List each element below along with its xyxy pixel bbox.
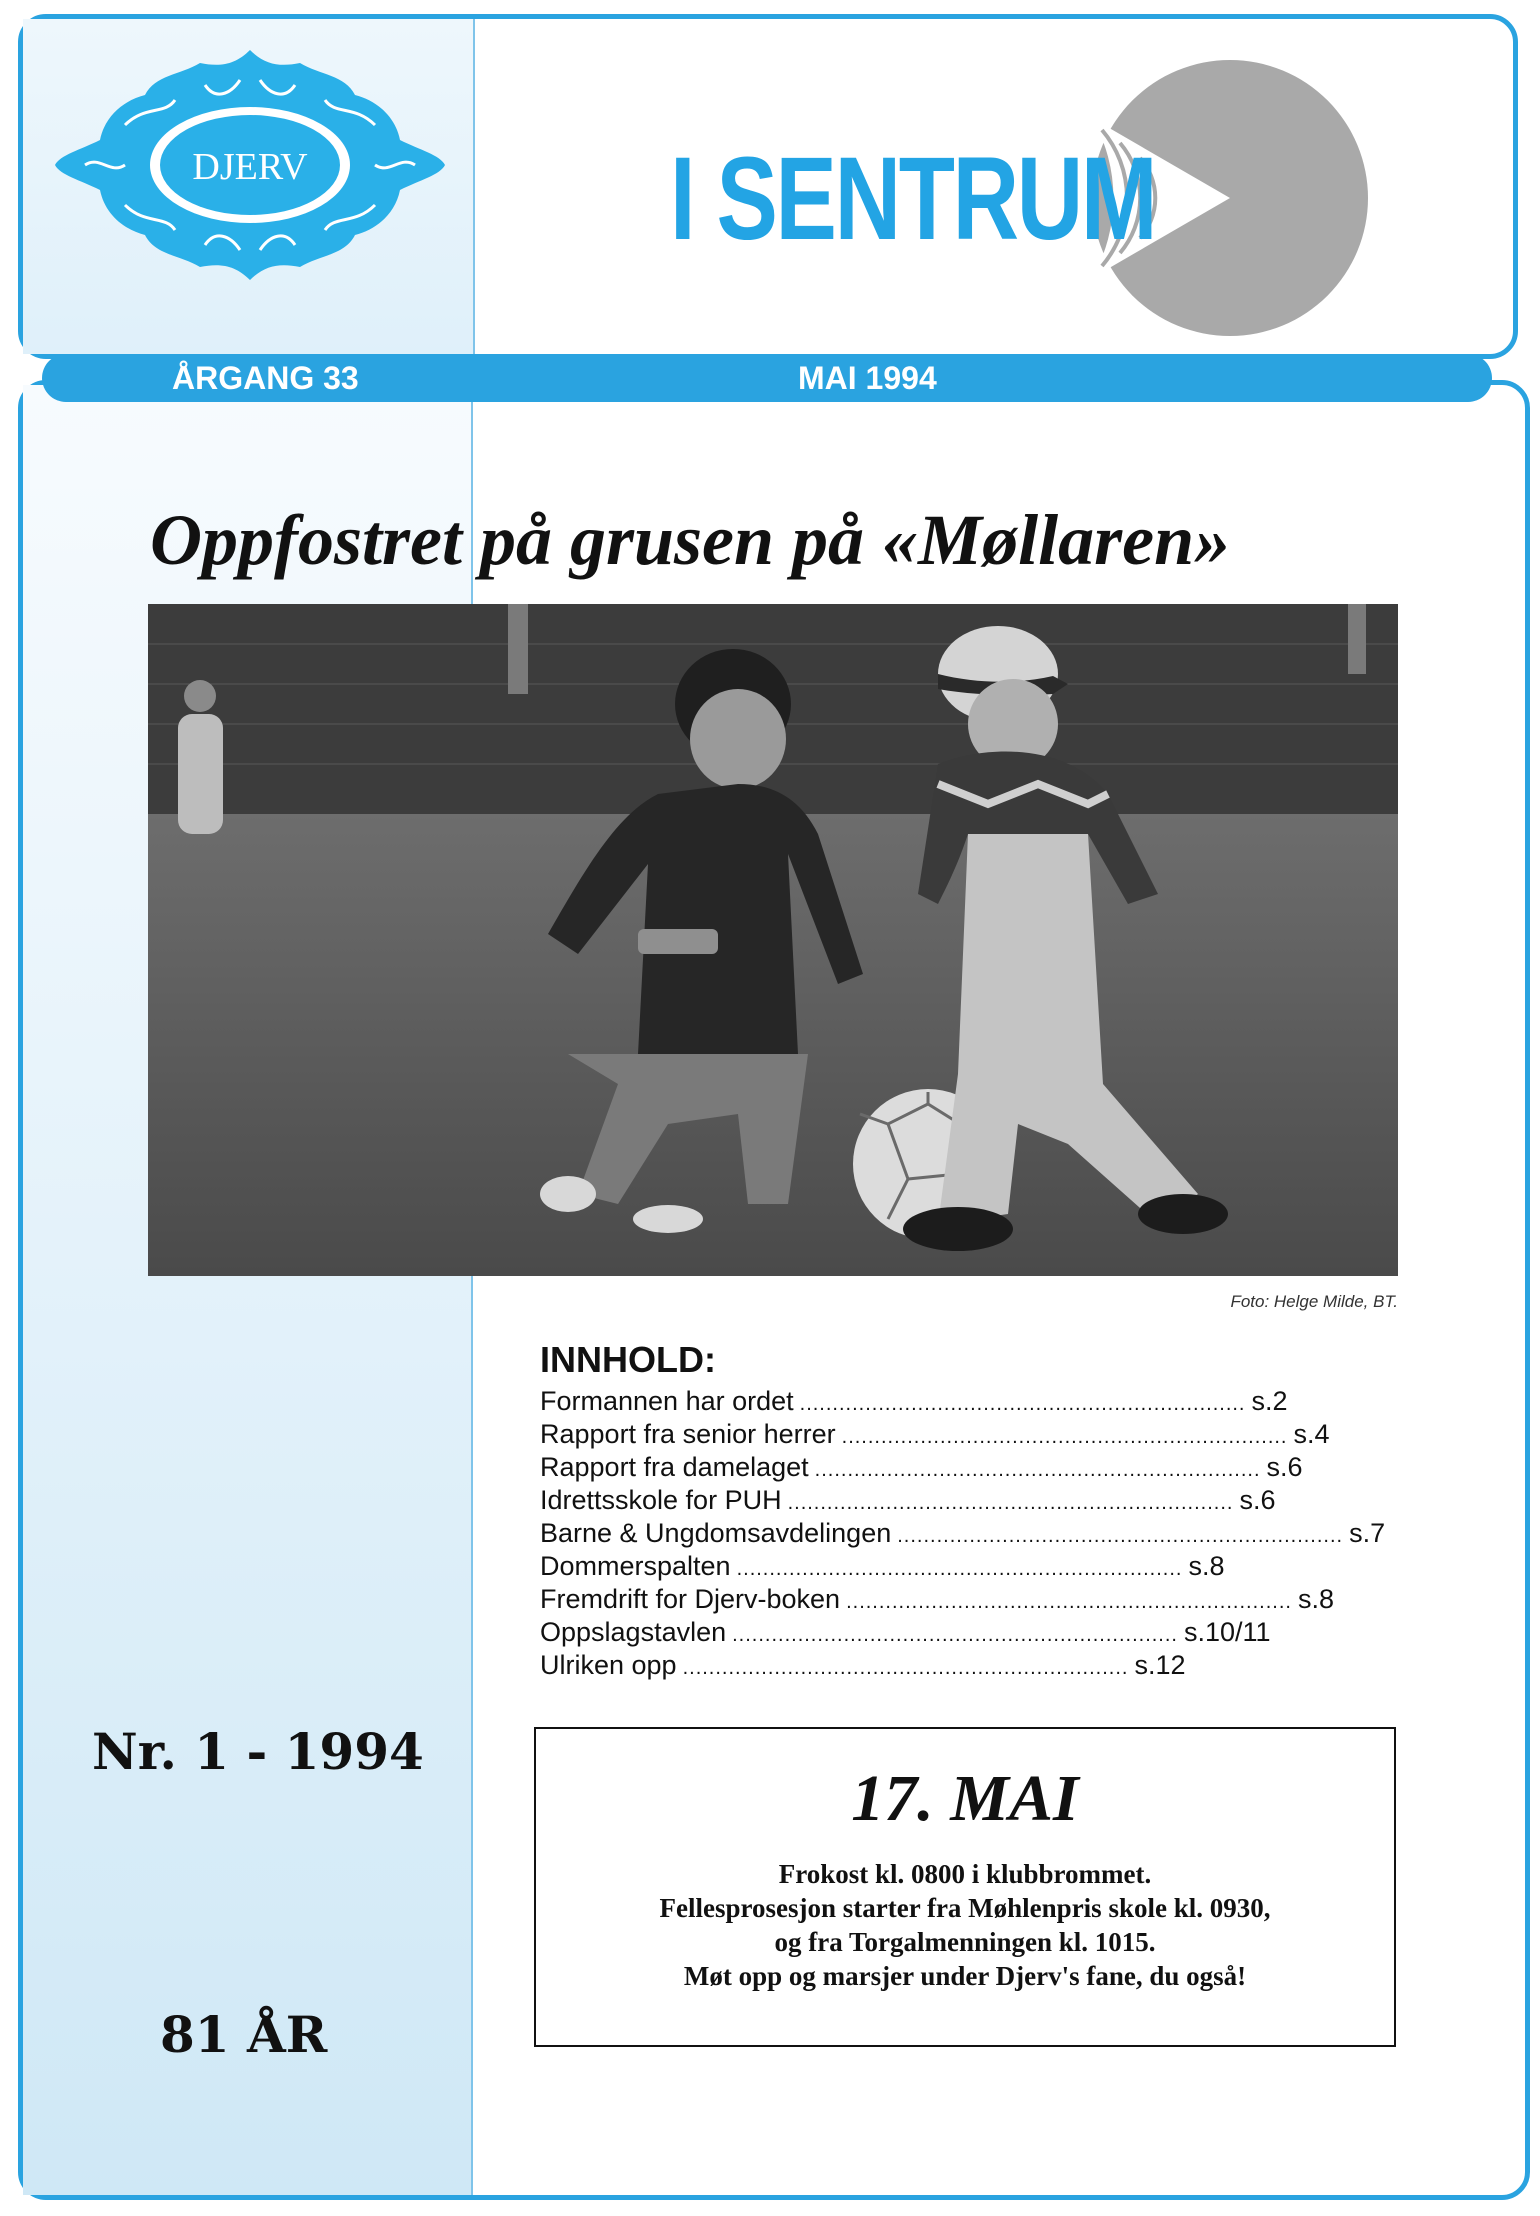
- contents-item: [540, 1484, 1276, 1517]
- contents-item-name: Fremdrift for Djerv-boken: [540, 1584, 841, 1614]
- leader-dots: ....................................................................: [787, 1492, 1234, 1514]
- leader-dots: ....................................................................: [732, 1624, 1178, 1646]
- contents-item: [540, 1550, 1225, 1583]
- contents-item-prefix: s.: [1188, 1551, 1210, 1581]
- photo-credit: Foto: Helge Milde, BT.: [1230, 1292, 1398, 1311]
- leader-dots: ....................................................................: [846, 1591, 1292, 1613]
- contents-item-name: Idrettsskole for PUH: [540, 1485, 782, 1515]
- contents-item-page: 8: [1318, 1584, 1334, 1614]
- contents-title: INNHOLD:: [540, 1339, 716, 1380]
- contents-item: [540, 1385, 1288, 1418]
- contents-item-page: 2: [1272, 1386, 1288, 1416]
- announcement-box: [534, 1727, 1396, 2047]
- contents-item-prefix: s.: [1266, 1452, 1288, 1482]
- contents-item: [540, 1451, 1303, 1484]
- volume-label: ÅRGANG 33: [172, 360, 359, 396]
- magazine-title: I SENTRUM: [670, 133, 1156, 265]
- announcement-line: Fellesprosesjon starter fra Møhlenpris skole kl. 0930,: [659, 1893, 1271, 1923]
- contents-item-name: Formannen har ordet: [540, 1386, 794, 1416]
- contents-item-page: 4: [1314, 1419, 1330, 1449]
- contents-item-name: Barne & Ungdomsavdelingen: [540, 1518, 892, 1548]
- emblem-label: DJERV: [192, 146, 308, 188]
- contents-list: [540, 1385, 1386, 1682]
- issue-number: Nr. 1 - 1994: [92, 1722, 424, 1781]
- leader-dots: ....................................................................: [736, 1558, 1183, 1580]
- announcement-line: Møt opp og marsjer under Djerv's fane, du også!: [683, 1961, 1247, 1991]
- contents-item-prefix: s.: [1297, 1584, 1319, 1614]
- headline: Oppfostret på grusen på «Møllaren»: [150, 500, 1231, 580]
- contents-item-prefix: s.: [1239, 1485, 1261, 1515]
- contents-item-name: Oppslagstavlen: [540, 1617, 727, 1647]
- contents-item: [540, 1583, 1334, 1616]
- contents-item-name: Dommerspalten: [540, 1551, 731, 1581]
- leader-dots: ....................................................................: [841, 1426, 1288, 1448]
- contents-item-page: 6: [1287, 1452, 1303, 1482]
- contents-item-page: 8: [1209, 1551, 1225, 1581]
- contents-item-prefix: s.: [1251, 1386, 1273, 1416]
- contents-item-page: 7: [1370, 1518, 1386, 1548]
- contents-item-name: Rapport fra damelaget: [540, 1452, 809, 1482]
- announcement-line: Frokost kl. 0800 i klubbrommet.: [778, 1859, 1152, 1889]
- contents-item-prefix: s.: [1134, 1650, 1156, 1680]
- contents-item: [540, 1517, 1386, 1550]
- announcement-title: 17. MAI: [851, 1762, 1079, 1835]
- contents-item-prefix: s.: [1349, 1518, 1371, 1548]
- contents-item-page: 6: [1260, 1485, 1276, 1515]
- leader-dots: ....................................................................: [814, 1459, 1261, 1481]
- contents-item: [540, 1616, 1271, 1649]
- cover-photo: [148, 604, 1398, 1276]
- announcement-text: [536, 1857, 1394, 1993]
- issue-date: MAI 1994: [798, 360, 937, 396]
- contents-item-name: Ulriken opp: [540, 1650, 677, 1680]
- contents-item-page: 12: [1155, 1650, 1186, 1680]
- leader-dots: ....................................................................: [799, 1393, 1246, 1415]
- anniversary-label: 81 ÅR: [160, 2005, 328, 2064]
- contents-item: [540, 1418, 1330, 1451]
- contents-item-name: Rapport fra senior herrer: [540, 1419, 836, 1449]
- leader-dots: ....................................................................: [897, 1525, 1344, 1547]
- leader-dots: ....................................................................: [682, 1657, 1129, 1679]
- djerv-emblem-icon: [55, 45, 445, 285]
- contents-item-page: 10/11: [1205, 1617, 1271, 1647]
- contents-item: [540, 1649, 1186, 1682]
- contents-item-prefix: s.: [1293, 1419, 1315, 1449]
- contents-item-prefix: s.: [1183, 1617, 1205, 1647]
- announcement-line: og fra Torgalmenningen kl. 1015.: [774, 1927, 1156, 1957]
